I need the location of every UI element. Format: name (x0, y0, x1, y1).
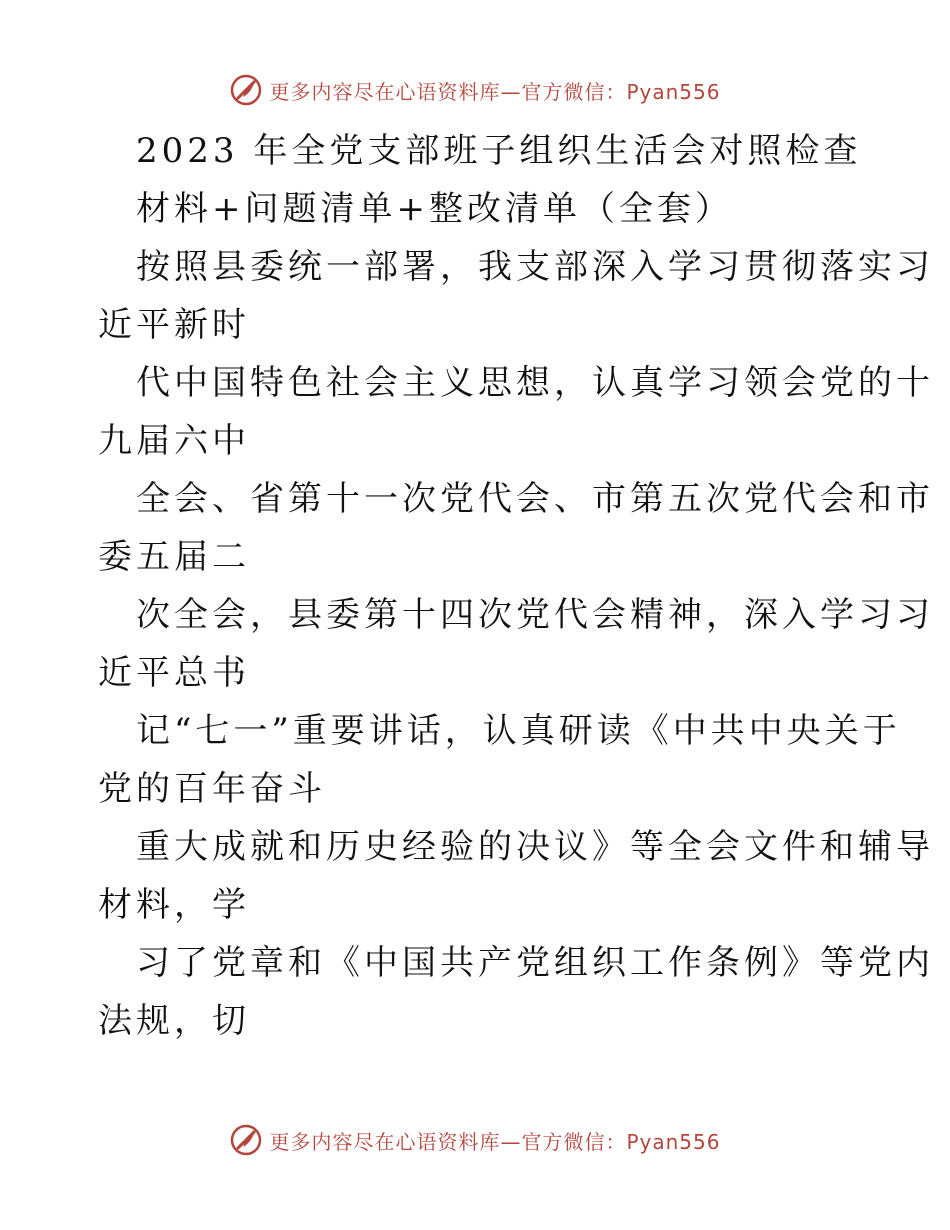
text-line: 党的百年奋斗 (98, 769, 326, 809)
text-line: 九届六中 (98, 421, 250, 461)
text-line: 按照县委统一部署，我支部深入学习贯彻落实习 (136, 247, 934, 287)
quill-logo-icon (229, 1123, 263, 1157)
text-line: 习了党章和《中国共产党组织工作条例》等党内 (136, 943, 934, 983)
footer-watermark (0, 1120, 950, 1160)
text-line: 次全会，县委第十四次党代会精神，深入学习习 (136, 595, 934, 635)
quill-logo-icon (229, 73, 263, 107)
text-line: 代中国特色社会主义思想，认真学习领会党的十 (136, 363, 934, 403)
text-line: 近平新时 (98, 305, 250, 345)
text-line: 重大成就和历史经验的决议》等全会文件和辅导 (136, 827, 934, 867)
text-line: 全会、省第十一次党代会、市第五次党代会和市 (136, 479, 934, 519)
text-line: 记“七一”重要讲话，认真研读《中共中央关于 (136, 711, 901, 751)
text-line: 材料，学 (98, 885, 250, 925)
watermark-text: 更多内容尽在心语资料库—官方微信：Pyan556 (269, 1129, 721, 1154)
text-line: 2023 年全党支部班子组织生活会对照检查 (136, 131, 862, 171)
text-line: 委五届二 (98, 537, 250, 577)
text-line: 材料+问题清单+整改清单（全套） (136, 189, 733, 229)
text-line: 近平总书 (98, 653, 250, 693)
watermark-text: 更多内容尽在心语资料库—官方微信：Pyan556 (269, 79, 721, 104)
document-body (98, 122, 934, 1050)
text-line: 法规，切 (98, 1001, 250, 1041)
header-watermark (0, 70, 950, 110)
